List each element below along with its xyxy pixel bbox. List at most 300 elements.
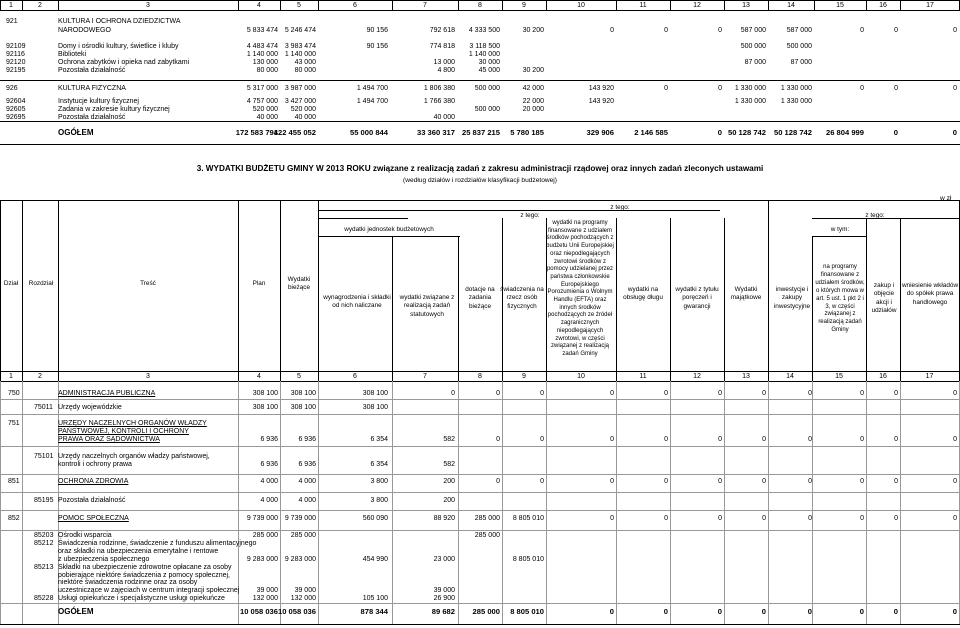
total2-value: 0 bbox=[952, 607, 957, 616]
social-cell-value: 132 000 bbox=[290, 595, 316, 603]
cell-value: 3 800 bbox=[370, 478, 388, 485]
row-separator bbox=[0, 510, 960, 511]
cell-value: 87 000 bbox=[744, 59, 766, 66]
column-number: 12 bbox=[693, 2, 701, 9]
social-cell-value: 285 000 bbox=[252, 532, 278, 539]
row-code: 751 bbox=[8, 420, 20, 427]
total2-value: 0 bbox=[893, 607, 898, 616]
total-value: 0 bbox=[717, 128, 722, 137]
column-divider bbox=[502, 381, 503, 624]
cell-value: 9 739 000 bbox=[284, 515, 316, 522]
social-cell-value: 26 900 bbox=[433, 595, 455, 603]
column-divider bbox=[724, 381, 725, 624]
cell-value: 0 bbox=[718, 515, 722, 522]
row-name: Zadania w zakresie kultury fizycznej bbox=[58, 106, 170, 113]
section-title: 3. WYDATKI BUDŻETU GMINY W 2013 ROKU związane z realizacją zadań z zakresu administracji rządowej oraz innych zadań zleconych ustawami bbox=[196, 164, 764, 173]
cell-value: 0 bbox=[762, 515, 766, 522]
cell-value: 5 317 000 bbox=[246, 85, 278, 92]
cell-value: 143 920 bbox=[588, 85, 614, 92]
cell-value: 4 000 bbox=[260, 478, 278, 485]
total-value: 25 837 215 bbox=[461, 128, 500, 137]
cell-value: 285 000 bbox=[474, 515, 500, 522]
cell-value: 0 bbox=[540, 390, 544, 397]
header-swiadczenia: świadczenia na rzecz osób fizycznych bbox=[500, 286, 544, 310]
social-row-code: 85228 bbox=[34, 595, 54, 603]
row-separator bbox=[0, 530, 960, 531]
column-number: 6 bbox=[353, 373, 357, 380]
social-cell-value: 105 100 bbox=[362, 595, 388, 603]
cell-value: 0 bbox=[718, 85, 722, 92]
table-border bbox=[0, 200, 960, 201]
column-number: 8 bbox=[478, 2, 482, 9]
cell-value: 1 494 700 bbox=[356, 98, 388, 105]
total2-value: 0 bbox=[717, 607, 722, 616]
cell-value: 13 000 bbox=[433, 59, 455, 66]
cell-value: 1 140 000 bbox=[468, 51, 500, 58]
dzial-name: KULTURA I OCHRONA DZIEDZICTWA bbox=[58, 18, 181, 25]
row-code: 750 bbox=[8, 390, 20, 397]
column-number: 16 bbox=[879, 373, 887, 380]
header-programy-ue: wydatki na programy finansowane z udziałem środków pochodzących z budżetu Unii Europejskiej oraz niepodlegających zwrotowi środków z pomocy udzielanej przez państwa członkowskie Europejskiego Porozumienia o Wolnym Handlu (EFTA) oraz innych środków pochodzących ze źródeł zagranicznych niepodlegających zwrotowi, w części związanej z realizacją zadań Gminy bbox=[546, 220, 614, 357]
cell-value: 87 000 bbox=[790, 59, 812, 66]
column-divider bbox=[616, 381, 617, 624]
cell-value: 3 987 000 bbox=[284, 85, 316, 92]
social-cell-value: 39 000 bbox=[294, 587, 316, 595]
cell-value: 0 bbox=[610, 478, 614, 485]
header-tresc: Treść bbox=[140, 280, 156, 287]
cell-value: 500 000 bbox=[474, 106, 500, 113]
header-inwestycje: inwestycje i zakupy inwestycyjne bbox=[773, 286, 811, 310]
row-name: Urzędy naczelnych organów władzy państwowej, bbox=[58, 453, 210, 460]
cell-value: 587 000 bbox=[740, 27, 766, 34]
cell-value: 6 936 bbox=[298, 436, 316, 443]
social-cell-value: 9 283 000 bbox=[284, 555, 316, 563]
cell-value: 308 100 bbox=[290, 404, 316, 411]
cell-value: 0 bbox=[860, 85, 864, 92]
column-divider bbox=[900, 381, 901, 624]
header-z-tego-0: z tego: bbox=[610, 204, 630, 211]
cell-value: 0 bbox=[762, 478, 766, 485]
cell-value: 0 bbox=[610, 436, 614, 443]
row-code: 926 bbox=[6, 85, 18, 92]
total-value: 122 455 052 bbox=[273, 128, 316, 137]
cell-value: 45 000 bbox=[478, 67, 500, 74]
cell-value: 308 100 bbox=[290, 390, 316, 397]
column-divider bbox=[670, 381, 671, 624]
column-divider bbox=[458, 381, 459, 624]
total-value: 50 128 742 bbox=[727, 128, 766, 137]
row-name: PRAWA ORAZ SĄDOWNICTWA bbox=[58, 436, 160, 443]
cell-value: 30 200 bbox=[522, 67, 544, 74]
column-number: 5 bbox=[297, 2, 301, 9]
cell-value: 143 920 bbox=[588, 98, 614, 105]
cell-value: 4 000 bbox=[298, 478, 316, 485]
column-number: 9 bbox=[522, 373, 526, 380]
column-divider bbox=[812, 381, 813, 624]
cell-value: 0 bbox=[762, 436, 766, 443]
cell-value: 30 200 bbox=[522, 27, 544, 34]
social-row-name: Składki na ubezpieczenie zdrowotne opłacane za osoby bbox=[58, 563, 232, 571]
cell-value: 3 118 500 bbox=[469, 43, 500, 50]
cell-value: 42 000 bbox=[522, 85, 544, 92]
cell-value: 0 bbox=[808, 478, 812, 485]
cell-value: 80 000 bbox=[256, 67, 278, 74]
total2-value: 10 058 036 bbox=[239, 607, 278, 616]
cell-value: 3 427 000 bbox=[284, 98, 316, 105]
column-number: 4 bbox=[257, 373, 261, 380]
total-label: OGÓŁEM bbox=[58, 128, 94, 137]
total-value: 0 bbox=[893, 128, 898, 137]
cell-value: 0 bbox=[953, 85, 957, 92]
cell-value: 0 bbox=[540, 436, 544, 443]
total2-value: 0 bbox=[761, 607, 766, 616]
cell-value: 0 bbox=[894, 390, 898, 397]
column-number: 15 bbox=[836, 2, 844, 9]
total2-value: 878 344 bbox=[360, 607, 388, 616]
column-divider bbox=[866, 381, 867, 624]
column-divider bbox=[866, 218, 867, 381]
total-value: 26 804 999 bbox=[825, 128, 864, 137]
cell-value: 43 000 bbox=[294, 59, 316, 66]
cell-value: 40 000 bbox=[294, 114, 316, 121]
dzial-name-cont: NARODOWEGO bbox=[58, 27, 111, 34]
social-row-name: uczestniczące w zajęciach w centrum integracji społecznej bbox=[58, 587, 240, 595]
column-divider bbox=[58, 200, 59, 381]
cell-value: 4 757 000 bbox=[246, 98, 278, 105]
row-separator bbox=[0, 603, 960, 604]
header-obsluga-dlugu: wydatki na obsługę długu bbox=[623, 286, 663, 302]
header-w-tym: w tym: bbox=[830, 226, 850, 233]
cell-value: 0 bbox=[894, 85, 898, 92]
header-divider bbox=[318, 218, 408, 219]
cell-value: 0 bbox=[860, 436, 864, 443]
cell-value: 0 bbox=[953, 27, 957, 34]
column-number: 7 bbox=[423, 2, 427, 9]
column-number: 2 bbox=[38, 2, 42, 9]
column-number: 2 bbox=[38, 373, 42, 380]
cell-value: 90 156 bbox=[366, 27, 388, 34]
cell-value: 6 354 bbox=[370, 436, 388, 443]
header-wydatki-zwiazane: wydatki związane z realizacją zadań statutowych bbox=[399, 294, 455, 318]
column-divider bbox=[768, 381, 769, 624]
row-code: 85195 bbox=[34, 497, 54, 504]
column-divider bbox=[0, 200, 1, 381]
cell-value: 308 100 bbox=[362, 390, 388, 397]
row-code: 92605 bbox=[6, 106, 26, 113]
cell-value: 40 000 bbox=[256, 114, 278, 121]
column-number: 7 bbox=[423, 373, 427, 380]
social-cell-value: 9 283 000 bbox=[246, 555, 278, 563]
header-wydatki-majatkowe: Wydatki majątkowe bbox=[730, 286, 762, 302]
cell-value: 0 bbox=[808, 515, 812, 522]
cell-value: 130 000 bbox=[252, 59, 278, 66]
cell-value: 5 833 474 bbox=[246, 27, 278, 34]
total-value: 50 128 742 bbox=[773, 128, 812, 137]
header-dzial: Dział bbox=[3, 280, 19, 287]
total2-value: 285 000 bbox=[472, 607, 500, 616]
total-value: 0 bbox=[952, 128, 957, 137]
row-name: PAŃSTWOWEJ, KONTROLI I OCHRONY bbox=[58, 428, 189, 435]
column-number: 3 bbox=[146, 373, 150, 380]
cell-value: 0 bbox=[894, 436, 898, 443]
cell-value: 0 bbox=[808, 390, 812, 397]
table-border bbox=[0, 371, 960, 372]
row-separator bbox=[0, 399, 960, 400]
row-code: 75011 bbox=[34, 404, 53, 411]
row-separator bbox=[0, 492, 960, 493]
total-value: 2 146 585 bbox=[634, 128, 668, 137]
cell-value: 1 140 000 bbox=[284, 51, 316, 58]
social-cell-value: 23 000 bbox=[433, 555, 455, 563]
cell-value: 0 bbox=[894, 478, 898, 485]
cell-value: 1 330 000 bbox=[734, 85, 766, 92]
row-code: 851 bbox=[8, 478, 20, 485]
header-rozdzial: Rozdział bbox=[28, 280, 54, 287]
cell-value: 308 100 bbox=[252, 404, 278, 411]
cell-value: 0 bbox=[953, 515, 957, 522]
column-number: 3 bbox=[146, 2, 150, 9]
header-divider bbox=[812, 236, 866, 237]
cell-value: 560 090 bbox=[362, 515, 388, 522]
cell-value: 0 bbox=[860, 27, 864, 34]
header-wydatki-jednostek: wydatki jednostek budżetowych bbox=[344, 226, 434, 233]
column-number: 11 bbox=[639, 2, 647, 9]
total2-value: 0 bbox=[663, 607, 668, 616]
social-row-name: Ośrodki wsparcia bbox=[58, 532, 112, 539]
row-name: KULTURA FIZYCZNA bbox=[58, 85, 126, 92]
social-cell-value: 8 805 010 bbox=[512, 555, 544, 563]
table-border bbox=[0, 624, 960, 625]
cell-value: 0 bbox=[664, 478, 668, 485]
row-name: Biblioteki bbox=[58, 51, 87, 58]
column-divider bbox=[238, 200, 239, 381]
row-code: 92116 bbox=[6, 51, 25, 58]
cell-value: 8 805 010 bbox=[512, 515, 544, 522]
row-name: Ochrona zabytków i opieka nad zabytkami bbox=[58, 59, 190, 66]
cell-value: 0 bbox=[860, 390, 864, 397]
header-z-tego-1: z tego: bbox=[520, 212, 540, 219]
table-border bbox=[0, 381, 960, 382]
cell-value: 3 983 474 bbox=[284, 43, 316, 50]
cell-value: 6 936 bbox=[298, 461, 316, 468]
social-cell-value: 132 000 bbox=[252, 595, 278, 603]
cell-value: 200 bbox=[443, 478, 455, 485]
cell-value: 1 494 700 bbox=[356, 85, 388, 92]
cell-value: 0 bbox=[762, 390, 766, 397]
row-name: Instytucje kultury fizycznej bbox=[58, 98, 139, 105]
social-cell-value: 285 000 bbox=[474, 532, 500, 539]
social-row-name: Świadczenia rodzinne, świadczenie z funduszu alimentacyjnego bbox=[58, 539, 257, 547]
cell-value: 30 000 bbox=[478, 59, 500, 66]
social-row-name: z ubezpieczenia społecznego bbox=[58, 555, 150, 563]
social-cell-value: 285 000 bbox=[290, 532, 316, 539]
cell-value: 22 000 bbox=[522, 98, 544, 105]
total2-value: 0 bbox=[807, 607, 812, 616]
cell-value: 0 bbox=[953, 436, 957, 443]
row-name: POMOC SPOŁECZNA bbox=[58, 515, 129, 522]
total2-value: 10 058 036 bbox=[277, 607, 316, 616]
total2-value: 8 805 010 bbox=[510, 607, 544, 616]
cell-value: 0 bbox=[496, 478, 500, 485]
total2-label: OGÓŁEM bbox=[58, 607, 94, 616]
column-divider bbox=[546, 381, 547, 624]
cell-value: 0 bbox=[718, 478, 722, 485]
cell-value: 0 bbox=[496, 436, 500, 443]
cell-value: 9 739 000 bbox=[246, 515, 278, 522]
column-number: 17 bbox=[926, 2, 934, 9]
column-number: 4 bbox=[257, 2, 261, 9]
row-name: Pozostała działalność bbox=[58, 114, 126, 121]
column-number: 1 bbox=[9, 2, 13, 9]
cell-value: 0 bbox=[718, 27, 722, 34]
section-subtitle: (według działów i rozdziałów klasyfikacji budżetowej) bbox=[403, 177, 557, 184]
column-number: 16 bbox=[879, 2, 887, 9]
cell-value: 0 bbox=[610, 390, 614, 397]
total-value: 172 583 794 bbox=[235, 128, 278, 137]
header-wydatki-biezace: Wydatki bieżące bbox=[287, 276, 311, 292]
column-number: 1 bbox=[9, 373, 13, 380]
cell-value: 5 246 474 bbox=[284, 27, 316, 34]
column-number: 15 bbox=[835, 373, 843, 380]
cell-value: 1 140 000 bbox=[246, 51, 278, 58]
social-cell-value: 39 000 bbox=[433, 587, 455, 595]
row-name: URZĘDY NACZELNYCH ORGANÓW WŁADZY bbox=[58, 420, 207, 427]
column-number: 6 bbox=[353, 2, 357, 9]
cell-value: 6 936 bbox=[260, 436, 278, 443]
cell-value: 582 bbox=[443, 436, 455, 443]
header-programy-2: na programy finansowane z udziałem środków, o których mowa w art. 5 ust. 1 pkt 2 i 3, w części związanej z realizacją zadań Gminy bbox=[815, 264, 865, 334]
cell-value: 0 bbox=[953, 478, 957, 485]
header-poreczenia: wydatki z tytułu poręczeń i gwarancji bbox=[675, 286, 719, 310]
row-name: Domy i ośrodki kultury, świetlice i kluby bbox=[58, 43, 179, 50]
cell-value: 0 bbox=[894, 515, 898, 522]
row-name: OCHRONA ZDROWIA bbox=[58, 478, 129, 485]
cell-value: 0 bbox=[664, 436, 668, 443]
row-code: 92604 bbox=[6, 98, 26, 105]
cell-value: 792 618 bbox=[429, 27, 455, 34]
header-plan: Plan bbox=[252, 280, 266, 287]
currency-unit: w zł bbox=[940, 195, 952, 202]
cell-value: 774 818 bbox=[429, 43, 455, 50]
cell-value: 582 bbox=[443, 461, 455, 468]
cell-value: 1 330 000 bbox=[780, 85, 812, 92]
cell-value: 0 bbox=[610, 27, 614, 34]
row-separator bbox=[0, 474, 960, 475]
cell-value: 520 000 bbox=[290, 106, 316, 113]
header-wynagrodzenia: wynagrodzenia i składki od nich naliczane bbox=[323, 294, 391, 310]
row-code: 92120 bbox=[6, 59, 26, 66]
dzial-code: 921 bbox=[6, 18, 18, 25]
cell-value: 0 bbox=[540, 478, 544, 485]
cell-value: 4 333 500 bbox=[468, 27, 500, 34]
column-divider bbox=[768, 200, 769, 381]
social-row-name: oraz składki na ubezpieczenia emerytalne i rentowe bbox=[58, 547, 219, 555]
header-wniesienie-wkladow: wniesienie wkładów do spółek prawa handlowego bbox=[901, 282, 959, 306]
column-divider bbox=[392, 381, 393, 624]
column-number: 14 bbox=[787, 2, 795, 9]
cell-value: 4 000 bbox=[260, 497, 278, 504]
cell-value: 0 bbox=[664, 27, 668, 34]
social-row-name: niektóre świadczenia rodzinne oraz za osoby bbox=[58, 579, 198, 587]
cell-value: 308 100 bbox=[362, 404, 388, 411]
cell-value: 587 000 bbox=[786, 27, 812, 34]
row-separator bbox=[0, 446, 960, 447]
column-number: 5 bbox=[297, 373, 301, 380]
cell-value: 200 bbox=[443, 497, 455, 504]
cell-value: 500 000 bbox=[786, 43, 812, 50]
total-value: 55 000 844 bbox=[349, 128, 388, 137]
social-row-code: 85203 bbox=[34, 532, 54, 539]
cell-value: 308 100 bbox=[252, 390, 278, 397]
row-code: 92195 bbox=[6, 67, 26, 74]
column-divider bbox=[318, 381, 319, 624]
column-number: 8 bbox=[478, 373, 482, 380]
row-code: 92695 bbox=[6, 114, 26, 121]
column-number: 11 bbox=[639, 373, 647, 380]
cell-value: 90 156 bbox=[366, 43, 388, 50]
column-divider bbox=[22, 381, 23, 624]
total-value: 5 780 185 bbox=[510, 128, 544, 137]
total2-value: 0 bbox=[609, 607, 614, 616]
cell-value: 4 483 474 bbox=[246, 43, 278, 50]
column-divider bbox=[22, 200, 23, 381]
row-name: Pozostała działalność bbox=[58, 67, 126, 74]
header-zakup-akcji: zakup i objęcie akcji i udziałów bbox=[871, 282, 897, 315]
cell-value: 0 bbox=[664, 515, 668, 522]
cell-value: 88 920 bbox=[433, 515, 455, 522]
social-cell-value: 454 990 bbox=[362, 555, 388, 563]
cell-value: 0 bbox=[718, 436, 722, 443]
cell-value: 4 800 bbox=[437, 67, 455, 74]
cell-value: 0 bbox=[610, 515, 614, 522]
cell-value: 3 800 bbox=[370, 497, 388, 504]
total-value: 33 360 317 bbox=[416, 128, 455, 137]
total2-value: 89 682 bbox=[431, 607, 455, 616]
cell-value: 0 bbox=[860, 478, 864, 485]
column-number: 10 bbox=[577, 2, 585, 9]
column-number: 10 bbox=[577, 373, 585, 380]
column-number: 17 bbox=[925, 373, 934, 380]
cell-value: 1 330 000 bbox=[780, 98, 812, 105]
cell-value: 500 000 bbox=[474, 85, 500, 92]
social-row-name: pobierające niektóre świadczenia z pomocy społecznej, bbox=[58, 571, 230, 579]
column-number: 12 bbox=[693, 373, 701, 380]
total2-value: 0 bbox=[859, 607, 864, 616]
cell-value: 0 bbox=[664, 390, 668, 397]
cell-value: 0 bbox=[808, 436, 812, 443]
cell-value: 6 936 bbox=[260, 461, 278, 468]
cell-value: 0 bbox=[664, 85, 668, 92]
cell-value: 520 000 bbox=[252, 106, 278, 113]
cell-value: 0 bbox=[496, 390, 500, 397]
cell-value: 80 000 bbox=[294, 67, 316, 74]
cell-value: 0 bbox=[451, 390, 455, 397]
header-dotacje: dotacje na zadania bieżące bbox=[465, 286, 495, 310]
cell-value: 0 bbox=[718, 390, 722, 397]
cell-value: 1 330 000 bbox=[734, 98, 766, 105]
row-name: kontroli i ochrony prawa bbox=[58, 461, 132, 468]
cell-value: 20 000 bbox=[522, 106, 544, 113]
row-name: Urzędy wojewódzkie bbox=[58, 404, 122, 411]
total-value: 329 906 bbox=[586, 128, 614, 137]
row-name: ADMINISTRACJA PUBLICZNA bbox=[58, 390, 156, 397]
header-divider bbox=[318, 236, 460, 237]
cell-value: 1 806 380 bbox=[423, 85, 455, 92]
social-row-code: 85213 bbox=[34, 563, 54, 571]
cell-value: 0 bbox=[953, 390, 957, 397]
cell-value: 0 bbox=[860, 515, 864, 522]
row-code: 852 bbox=[8, 515, 20, 522]
